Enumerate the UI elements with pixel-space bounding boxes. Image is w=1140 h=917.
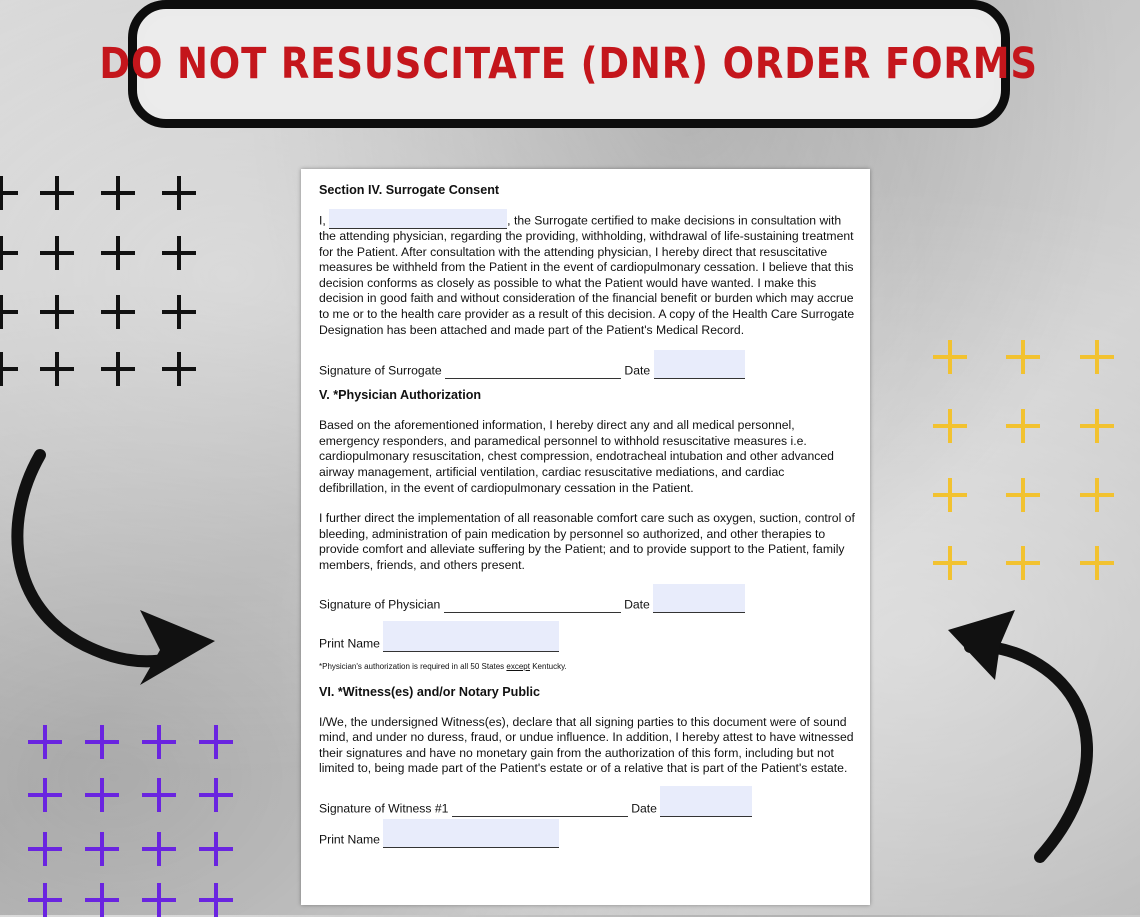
banner-title: DO NOT RESUSCITATE (DNR) ORDER FORMS bbox=[99, 39, 1039, 89]
plus-icon bbox=[1006, 478, 1040, 512]
witness-date-field[interactable] bbox=[660, 786, 752, 817]
plus-icon bbox=[40, 352, 74, 386]
plus-icon bbox=[1080, 546, 1114, 580]
plus-icon bbox=[162, 176, 196, 210]
plus-icon bbox=[28, 725, 62, 759]
plus-icon bbox=[28, 832, 62, 866]
plus-icon bbox=[933, 546, 967, 580]
physician-authorization-note: *Physician's authorization is required in all 50 States except Kentucky. bbox=[319, 661, 567, 671]
plus-icon bbox=[28, 883, 62, 917]
plus-icon bbox=[0, 236, 18, 270]
section6-paragraph: I/We, the undersigned Witness(es), declare that all signing parties to this document were of sound mind, and under no duress, fraud, or undue influence. In addition, I hereby attest to have witnessed their signatures and have no monetary gain from the authorization of this form, including but not limited to, being made part of the Patient's estate or of a relative that is part of the Patient's estate. bbox=[319, 714, 854, 776]
plus-icon bbox=[1006, 340, 1040, 374]
section4-paragraph: I, , the Surrogate certified to make decisions in consultation with the attending physician, regarding the providing, withholding, withdrawal of life-sustaining treatment for the Patient. After consultation with the attending physician, I hereby direct that resuscitative measures be withheld from the Patient in the event of cardiopulmonary cessation. I believe that this decision conforms as closely as possible to what the Patient would have wanted. I make this decision in good faith and without consideration of the financial benefit or burden which may accrue to me or to the health care provider as a result of this decision. A copy of the Health Care Surrogate Designation has been attached and made part of the Patient's Medical Record. bbox=[319, 209, 856, 338]
plus-icon bbox=[933, 409, 967, 443]
plus-icon bbox=[162, 352, 196, 386]
plus-icon bbox=[85, 832, 119, 866]
plus-icon bbox=[199, 832, 233, 866]
plus-icon bbox=[0, 352, 18, 386]
plus-icon bbox=[1080, 409, 1114, 443]
surrogate-name-field[interactable] bbox=[329, 209, 507, 229]
plus-icon bbox=[199, 778, 233, 812]
curved-arrow-up-left-icon bbox=[940, 605, 1140, 865]
witness-signature-row: Signature of Witness #1 Date bbox=[319, 786, 856, 817]
plus-icon bbox=[85, 725, 119, 759]
title-banner-inner bbox=[99, 16, 1039, 112]
plus-icon bbox=[40, 236, 74, 270]
plus-icon bbox=[101, 176, 135, 210]
section5-paragraph2: I further direct the implementation of all reasonable comfort care such as oxygen, suction, control of bleeding, administration of pain medication by personnel so authorized, and other therapies to provide comfort and alleviate suffering by the Patient; and to provide support to the Patient, family members, friends, and others present. bbox=[319, 511, 855, 572]
plus-icon bbox=[85, 778, 119, 812]
plus-icon bbox=[162, 295, 196, 329]
plus-icon bbox=[933, 340, 967, 374]
plus-icon bbox=[1080, 478, 1114, 512]
surrogate-signature-line[interactable] bbox=[445, 364, 621, 379]
section4-heading: Section IV. Surrogate Consent bbox=[319, 183, 500, 197]
curved-arrow-right-icon bbox=[0, 445, 230, 705]
physician-date-field[interactable] bbox=[653, 584, 745, 613]
plus-icon bbox=[28, 778, 62, 812]
plus-icon bbox=[199, 725, 233, 759]
physician-print-name-field[interactable] bbox=[383, 621, 559, 652]
plus-icon bbox=[142, 725, 176, 759]
title-banner bbox=[99, 0, 1039, 128]
plus-icon bbox=[162, 236, 196, 270]
witness-print-name-field[interactable] bbox=[383, 819, 559, 848]
plus-icon bbox=[1006, 409, 1040, 443]
plus-icon bbox=[1006, 546, 1040, 580]
witness-signature-line[interactable] bbox=[452, 802, 628, 817]
plus-icon bbox=[0, 295, 18, 329]
plus-icon bbox=[142, 883, 176, 917]
plus-icon bbox=[933, 478, 967, 512]
plus-icon bbox=[1080, 340, 1114, 374]
section5-heading: V. *Physician Authorization bbox=[319, 388, 482, 403]
plus-icon bbox=[40, 295, 74, 329]
plus-icon bbox=[142, 832, 176, 866]
section5-paragraph1: Based on the aforementioned information, I hereby direct any and all medical personnel, emergency responders, and paramedical personnel to withhold resuscitative measures i.e. cardiopulmonary resuscitation, chest compression, endotracheal intubation and other advanced airway management, artificial ventilation, cardiac resuscitative mediations, and cardiac defibrillation, in the event of cardiopulmonary cessation in the Patient. bbox=[319, 418, 834, 495]
plus-icon bbox=[101, 352, 135, 386]
physician-print-name-row: Print Name bbox=[319, 621, 856, 652]
surrogate-date-field[interactable] bbox=[654, 350, 745, 379]
physician-signature-line[interactable] bbox=[444, 598, 621, 613]
dnr-form-page bbox=[301, 169, 870, 905]
plus-icon bbox=[85, 883, 119, 917]
plus-icon bbox=[101, 295, 135, 329]
witness-print-name-row: Print Name bbox=[319, 819, 856, 848]
plus-icon bbox=[101, 236, 135, 270]
surrogate-signature-row: Signature of Surrogate Date bbox=[319, 350, 856, 379]
plus-icon bbox=[0, 176, 18, 210]
plus-icon bbox=[142, 778, 176, 812]
plus-icon bbox=[199, 883, 233, 917]
plus-icon bbox=[40, 176, 74, 210]
section6-heading: VI. *Witness(es) and/or Notary Public bbox=[319, 684, 541, 699]
physician-signature-row: Signature of Physician Date bbox=[319, 584, 856, 613]
